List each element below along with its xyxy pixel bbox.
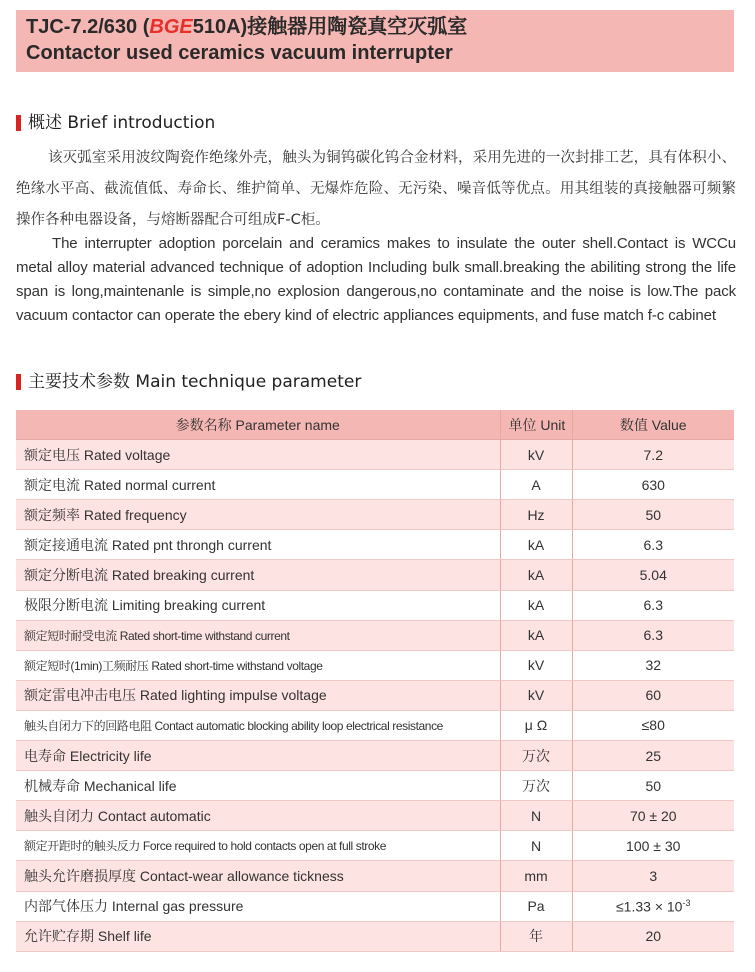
param-name: 额定频率 Rated frequency xyxy=(16,500,500,530)
table-row xyxy=(16,530,734,560)
param-name: 额定分断电流 Rated breaking current xyxy=(16,560,500,590)
param-unit: kV xyxy=(500,440,572,470)
param-value xyxy=(572,650,734,680)
param-unit: N xyxy=(500,801,572,831)
table-row xyxy=(16,470,734,500)
param-name: 触头自闭力下的回路电阻 Contact automatic blocking ability loop electrical resistance xyxy=(16,710,500,740)
param-value-text: 630 xyxy=(641,476,665,493)
param-value-text: 6.3 xyxy=(643,627,663,644)
param-unit: Pa xyxy=(500,891,572,921)
param-unit: Hz xyxy=(500,500,572,530)
param-value xyxy=(572,680,734,710)
param-value xyxy=(572,771,734,801)
table-row xyxy=(16,741,734,771)
param-value-text: 100 ± 30 xyxy=(626,837,681,854)
param-value-text: 50 xyxy=(645,777,662,794)
table-row xyxy=(16,801,734,831)
param-value-text: 70 ± 20 xyxy=(629,807,677,824)
param-name: 额定雷电冲击电压 Rated lighting impulse voltage xyxy=(16,680,500,710)
param-name: 电寿命 Electricity life xyxy=(16,741,500,771)
title-banner xyxy=(16,10,734,72)
header-value: 数值 Value xyxy=(572,410,734,440)
title-prefix: TJC-7.2/630 ( xyxy=(26,16,150,38)
table-row xyxy=(16,650,734,680)
param-value-text: 60 xyxy=(645,687,662,704)
intro-text-cn: 该灭弧室采用波纹陶瓷作绝缘外壳，触头为铜钨碳化钨合金材料，采用先进的一次封排工艺，具有体积小、绝缘水平高、截流值低、寿命长、维护简单、无爆炸危险、无污染、噪音低等优点。用其组装的真接触器可频繁操作各种电器设备，与熔断器配合可组成F-C柜。 xyxy=(16,150,736,228)
param-name: 触头自闭力 Contact automatic xyxy=(16,801,500,831)
params-heading: 主要技术参数 Main technique parameter xyxy=(16,372,361,392)
param-unit: 万次 xyxy=(500,771,572,801)
table-row xyxy=(16,710,734,740)
param-value xyxy=(572,861,734,891)
param-value xyxy=(572,710,734,740)
table-header-row xyxy=(16,410,734,440)
table-row xyxy=(16,590,734,620)
param-value xyxy=(572,831,734,861)
param-name: 机械寿命 Mechanical life xyxy=(16,771,500,801)
param-unit: N xyxy=(500,831,572,861)
table-row xyxy=(16,831,734,861)
param-value-text: 3 xyxy=(649,867,658,884)
intro-text-en: The interrupter adoption porcelain and ceramics makes to insulate the outer shell.Contact is WCCu metal alloy material advanced technique of adoption Including bulk small.breaking the abiliting strong the life span is long,maintenanle is simple,no explosion dangerous,no contaminate and the noise is low.The pack vacuum contactor can operate the ebery kind of electric appliances equipments, and fuse match f-c cabinet xyxy=(16,235,736,324)
page-title-en: Contactor used ceramics vacuum interrupter xyxy=(26,42,453,64)
param-value xyxy=(572,530,734,560)
param-name: 内部气体压力 Internal gas pressure xyxy=(16,891,500,921)
param-name: 额定短时耐受电流 Rated short-time withstand current xyxy=(16,620,500,650)
param-value-text: 50 xyxy=(645,506,662,523)
param-name: 允许贮存期 Shelf life xyxy=(16,921,500,951)
param-value xyxy=(572,470,734,500)
table-row xyxy=(16,440,734,470)
param-value xyxy=(572,921,734,951)
param-value-text: ≤1.33 × 10 xyxy=(616,898,683,915)
param-value-text: 32 xyxy=(645,657,662,674)
param-unit: mm xyxy=(500,861,572,891)
brand-logo: BGE xyxy=(149,16,193,38)
param-name: 极限分断电流 Limiting breaking current xyxy=(16,590,500,620)
header-unit: 单位 Unit xyxy=(500,410,572,440)
page-title-cn xyxy=(26,14,724,40)
table-row xyxy=(16,771,734,801)
param-name: 额定短时(1min)工频耐压 Rated short-time withstand voltage xyxy=(16,650,500,680)
param-name: 额定电流 Rated normal current xyxy=(16,470,500,500)
param-unit: 年 xyxy=(500,921,572,951)
param-name: 额定电压 Rated voltage xyxy=(16,440,500,470)
param-value-text: 20 xyxy=(645,928,662,945)
table-row xyxy=(16,921,734,951)
intro-heading: 概述 Brief introduction xyxy=(16,113,215,133)
param-value-text: 7.2 xyxy=(643,446,663,463)
param-name: 额定开距时的触头反力 Force required to hold contacts open at full stroke xyxy=(16,831,500,861)
param-unit: kA xyxy=(500,590,572,620)
param-value-text: 6.3 xyxy=(643,536,663,553)
param-value xyxy=(572,500,734,530)
param-value xyxy=(572,560,734,590)
param-value-text: 25 xyxy=(645,747,662,764)
param-unit: kV xyxy=(500,680,572,710)
param-unit: kA xyxy=(500,560,572,590)
param-value-text: ≤80 xyxy=(641,717,665,734)
param-value xyxy=(572,590,734,620)
param-value xyxy=(572,801,734,831)
param-value-text: 6.3 xyxy=(643,597,663,614)
table-row xyxy=(16,620,734,650)
param-value-exponent: -3 xyxy=(682,897,691,908)
param-unit: μ Ω xyxy=(500,710,572,740)
param-value xyxy=(572,741,734,771)
param-value-text: 5.04 xyxy=(639,567,667,584)
param-unit: A xyxy=(500,470,572,500)
table-row xyxy=(16,861,734,891)
param-unit: kA xyxy=(500,530,572,560)
param-value xyxy=(572,440,734,470)
table-row xyxy=(16,891,734,921)
param-unit: kA xyxy=(500,620,572,650)
param-unit: kV xyxy=(500,650,572,680)
table-row xyxy=(16,560,734,590)
param-name: 额定接通电流 Rated pnt throngh current xyxy=(16,530,500,560)
parameter-table xyxy=(16,410,734,952)
param-unit: 万次 xyxy=(500,741,572,771)
param-name: 触头允许磨损厚度 Contact-wear allowance tickness xyxy=(16,861,500,891)
param-value xyxy=(572,891,734,921)
param-value xyxy=(572,620,734,650)
table-row xyxy=(16,500,734,530)
table-row xyxy=(16,680,734,710)
header-parameter-name: 参数名称 Parameter name xyxy=(16,410,500,440)
title-suffix: 510A)接触器用陶瓷真空灭弧室 xyxy=(192,16,468,38)
